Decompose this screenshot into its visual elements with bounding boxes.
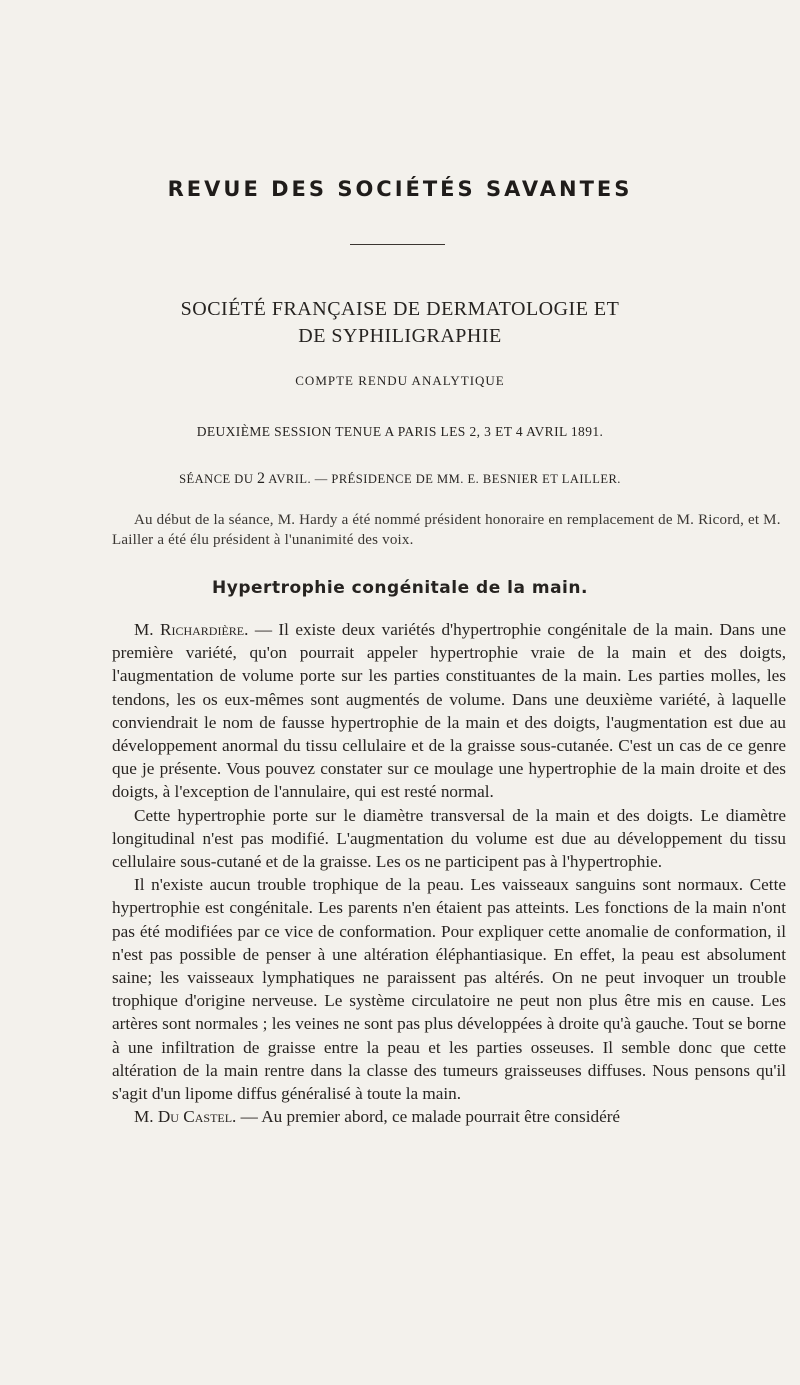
session-info: DEUXIÈME SESSION TENUE A PARIS LES 2, 3 ET 4 AVRIL 1891. [196,424,604,439]
report-subtitle: COMPTE RENDU ANALYTIQUE [295,373,505,388]
speaker1-name: Richardière. [160,620,249,639]
journal-section-heading: REVUE DES SOCIÉTÉS SAVANTES [167,177,633,201]
paragraph-4-text: — Au premier abord, ce malade pourrait être considéré [240,1107,621,1127]
divider-rule [350,244,445,245]
seance-label: SÉANCE DU [179,472,254,486]
speaker2-name: Du Castel. [157,1107,237,1127]
paragraph-2: Cette hypertrophie porte sur le diamètre transversal de la main et des doigts. Le diamètre longitudinal n'est pas modifié. L'augmentation du volume est due au développement du tissu cellulaire sous-cutané et de la graisse. Les os ne participent pas à l'hypertrophie. [112,805,786,872]
paragraph-4 [112,1105,786,1128]
paragraph-3: Il n'existe aucun trouble trophique de la peau. Les vaisseaux sanguins sont normaux. Cette hypertrophie est congénitale. Les parents n'en étaient pas atteints. Les fonctions de la main n'ont pas été modifiées par ce vice de conformation. Pour expliquer cette anomalie de conformation, il n'est pas possible de penser à une altération éléphantiasique. En effet, la peau est absolument saine; les vaisseaux lymphatiques ne paraissent pas altérés. On ne peut invoquer un trouble trophique d'origine nerveuse. Le système circulatoire ne peut non plus être mis en cause. Les artères sont normales ; les veines ne sont pas plus développées à droite qu'à gauche. Tout se borne à une infiltration de graisse entre la peau et les parties osseuses. Il semble donc que cette altération de la main rentre dans la classe des tumeurs graisseuses diffuses. Nous pensons qu'il s'agit d'un lipome diffus généralisé à toute la main. [112,875,786,1104]
speaker2-prefix: M. [134,1107,154,1127]
article-title: Hypertrophie congénitale de la main. [212,578,588,598]
society-title-line1: SOCIÉTÉ FRANÇAISE DE DERMATOLOGIE ET [180,298,620,320]
society-title-line2: DE SYPHILIGRAPHIE [298,325,502,347]
intro-text: Au début de la séance, M. Hardy a été nommé président honoraire en remplacement de M. Ricord, et M. Lailler a été élu président à l'unanimité des voix. [112,512,781,548]
seance-rest: AVRIL. — PRÉSIDENCE DE MM. E. BESNIER ET LAILLER. [268,472,621,486]
society-title [0,296,800,350]
speaker1-prefix: M. [134,620,154,639]
article-body [112,618,786,1128]
paragraph-1 [112,618,786,804]
paragraph-1-text: — Il existe deux variétés d'hypertrophie congénitale de la main. Dans une première variété, qu'on pourrait appeler hypertrophie vraie de la main et des doigts, l'augmentation de volume porte sur les parties constituantes de la main. Les parties molles, les tendons, les os eux-mêmes sont augmentés de volume. Dans une deuxième variété, à laquelle conviendrait le nom de fausse hypertrophie de la main et des doigts, l'augmentation est due au développement anormal du tissu cellulaire et de la graisse sous-cutanée. C'est un cas de ce genre que je présente. Vous pouvez constater sur ce moulage une hypertrophie de la main droite et des doigts, à l'exception de l'annulaire, qui est resté normal. [112,620,787,802]
seance-day: 2 [256,470,266,487]
seance-info [0,470,800,488]
intro-paragraph [112,510,798,550]
